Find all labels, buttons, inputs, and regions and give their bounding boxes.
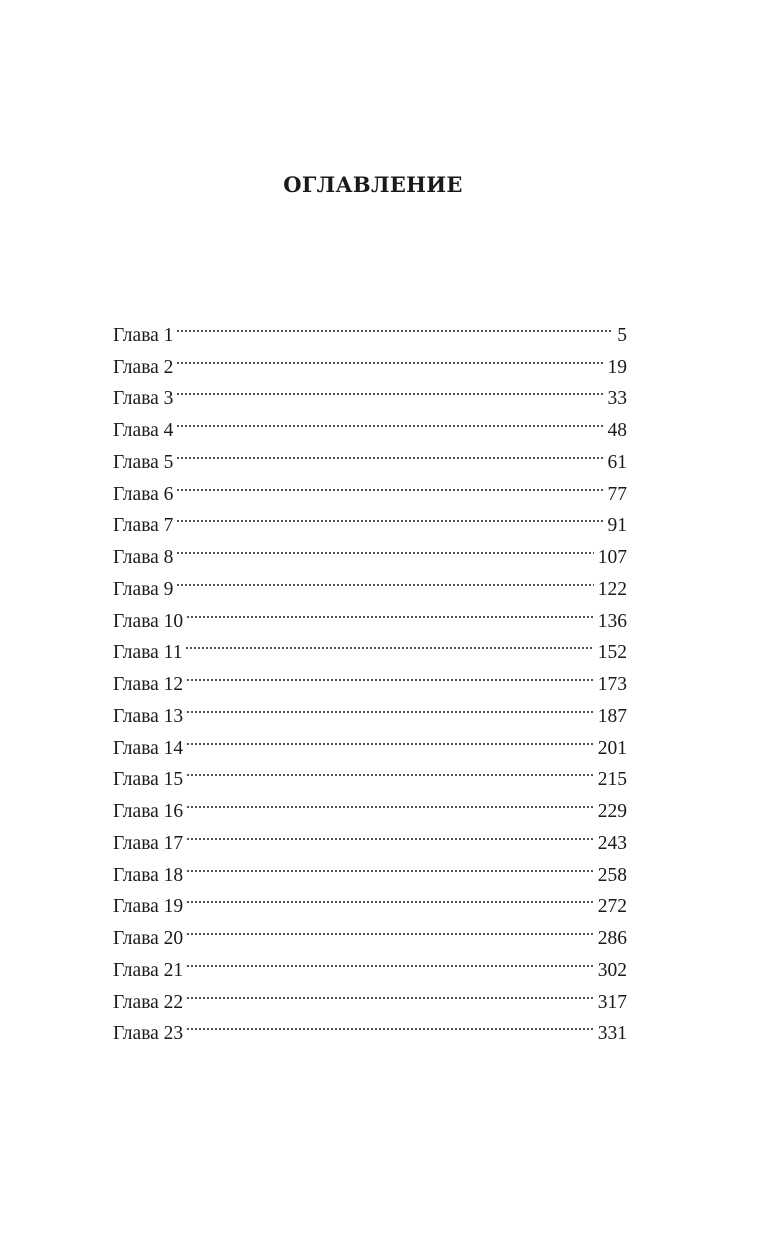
toc-entry-label: Глава 2 [113,356,174,378]
toc-entry-label: Глава 22 [113,991,184,1013]
toc-dot-leader [186,1008,596,1040]
toc-entry-page-number: 61 [607,451,627,473]
toc-entry[interactable] [113,500,627,537]
toc-entry-page-number: 48 [607,420,627,441]
toc-entry[interactable] [113,309,627,346]
toc-dot-leader [186,944,596,976]
toc-entry-page-number: 107 [597,547,627,568]
toc-dot-leader [186,595,596,627]
toc-entry-label: Глава 13 [113,705,184,727]
toc-dot-leader [186,976,596,1008]
toc-dot-leader [186,722,596,754]
toc-entry-label: Глава 6 [113,483,174,505]
toc-entry[interactable] [113,881,627,918]
toc-entry-label: Глава 18 [113,864,184,886]
toc-entry-label: Глава 21 [113,959,184,981]
toc-entry-label: Глава 19 [113,896,184,918]
toc-entry[interactable] [113,627,627,664]
page-title: ОГЛАВЛЕНИЕ [283,172,463,198]
toc-dot-leader [176,531,595,563]
toc-entry-page-number: 243 [597,832,627,854]
toc-entry-page-number: 173 [597,674,627,695]
toc-entry-page-number: 122 [597,578,627,600]
toc-dot-leader [176,500,605,532]
toc-entry-label: Глава 20 [113,928,184,949]
toc-dot-leader [186,658,596,690]
toc-entry-page-number: 77 [607,483,627,505]
toc-entry-page-number: 286 [597,928,627,949]
toc-entry-page-number: 317 [597,991,627,1013]
toc-entry-page-number: 331 [597,1023,627,1045]
toc-entry[interactable] [113,436,627,473]
toc-entry-page-number: 302 [597,959,627,981]
toc-entry[interactable] [113,404,627,441]
toc-entry[interactable] [113,658,627,695]
toc-entry[interactable] [113,563,627,600]
toc-dot-leader [176,563,595,595]
toc-dot-leader [186,849,596,881]
toc-entry-page-number: 5 [617,324,627,346]
toc-dot-leader [176,373,605,405]
toc-dot-leader [176,404,605,436]
toc-dot-leader [186,690,596,722]
toc-entry[interactable] [113,849,627,886]
toc-entry-label: Глава 7 [113,515,174,537]
toc-entry-page-number: 258 [597,864,627,886]
toc-entry[interactable] [113,468,627,505]
toc-entry-page-number: 201 [597,737,627,759]
toc-entry[interactable] [113,373,627,410]
toc-entry[interactable] [113,690,627,727]
toc-entry-label: Глава 11 [113,642,183,664]
toc-dot-leader [176,468,605,500]
toc-dot-leader [176,341,605,373]
toc-entry-label: Глава 4 [113,420,174,441]
toc-dot-leader [186,785,596,817]
toc-entry[interactable] [113,754,627,791]
toc-entry-label: Глава 10 [113,610,184,632]
toc-entry-page-number: 272 [597,896,627,918]
toc-entry-label: Глава 14 [113,737,184,759]
toc-entry-page-number: 33 [607,388,627,410]
toc-entry-label: Глава 9 [113,578,174,600]
toc-entry[interactable] [113,912,627,949]
toc-entry[interactable] [113,976,627,1013]
toc-entry-page-number: 215 [597,769,627,791]
toc-dot-leader [186,881,596,913]
toc-dot-leader [186,817,596,849]
toc-entry[interactable] [113,595,627,632]
toc-entry-label: Глава 3 [113,388,174,410]
toc-entry-label: Глава 23 [113,1023,184,1045]
toc-entry-label: Глава 12 [113,674,184,695]
toc-dot-leader [186,912,596,944]
toc-entry[interactable] [113,944,627,981]
toc-dot-leader [176,436,605,468]
toc-dot-leader [176,309,615,341]
toc-entry[interactable] [113,785,627,822]
toc-entry[interactable] [113,817,627,854]
toc-entry-page-number: 229 [597,801,627,822]
toc-entry-page-number: 187 [597,705,627,727]
toc-entry-label: Глава 17 [113,832,184,854]
toc-entry-label: Глава 15 [113,769,184,791]
toc-entry[interactable] [113,1008,627,1045]
toc-entry-label: Глава 16 [113,801,184,822]
toc-entry[interactable] [113,341,627,378]
toc-entry[interactable] [113,531,627,568]
toc-entry-label: Глава 1 [113,324,174,346]
toc-dot-leader [186,754,596,786]
toc-entry-page-number: 19 [607,356,627,378]
toc-entry-label: Глава 8 [113,547,174,568]
toc-dot-leader [185,627,595,659]
toc-entry-page-number: 152 [597,642,627,664]
table-of-contents [113,309,627,1045]
toc-entry[interactable] [113,722,627,759]
toc-entry-page-number: 136 [597,610,627,632]
toc-entry-label: Глава 5 [113,451,174,473]
toc-entry-page-number: 91 [607,515,627,537]
